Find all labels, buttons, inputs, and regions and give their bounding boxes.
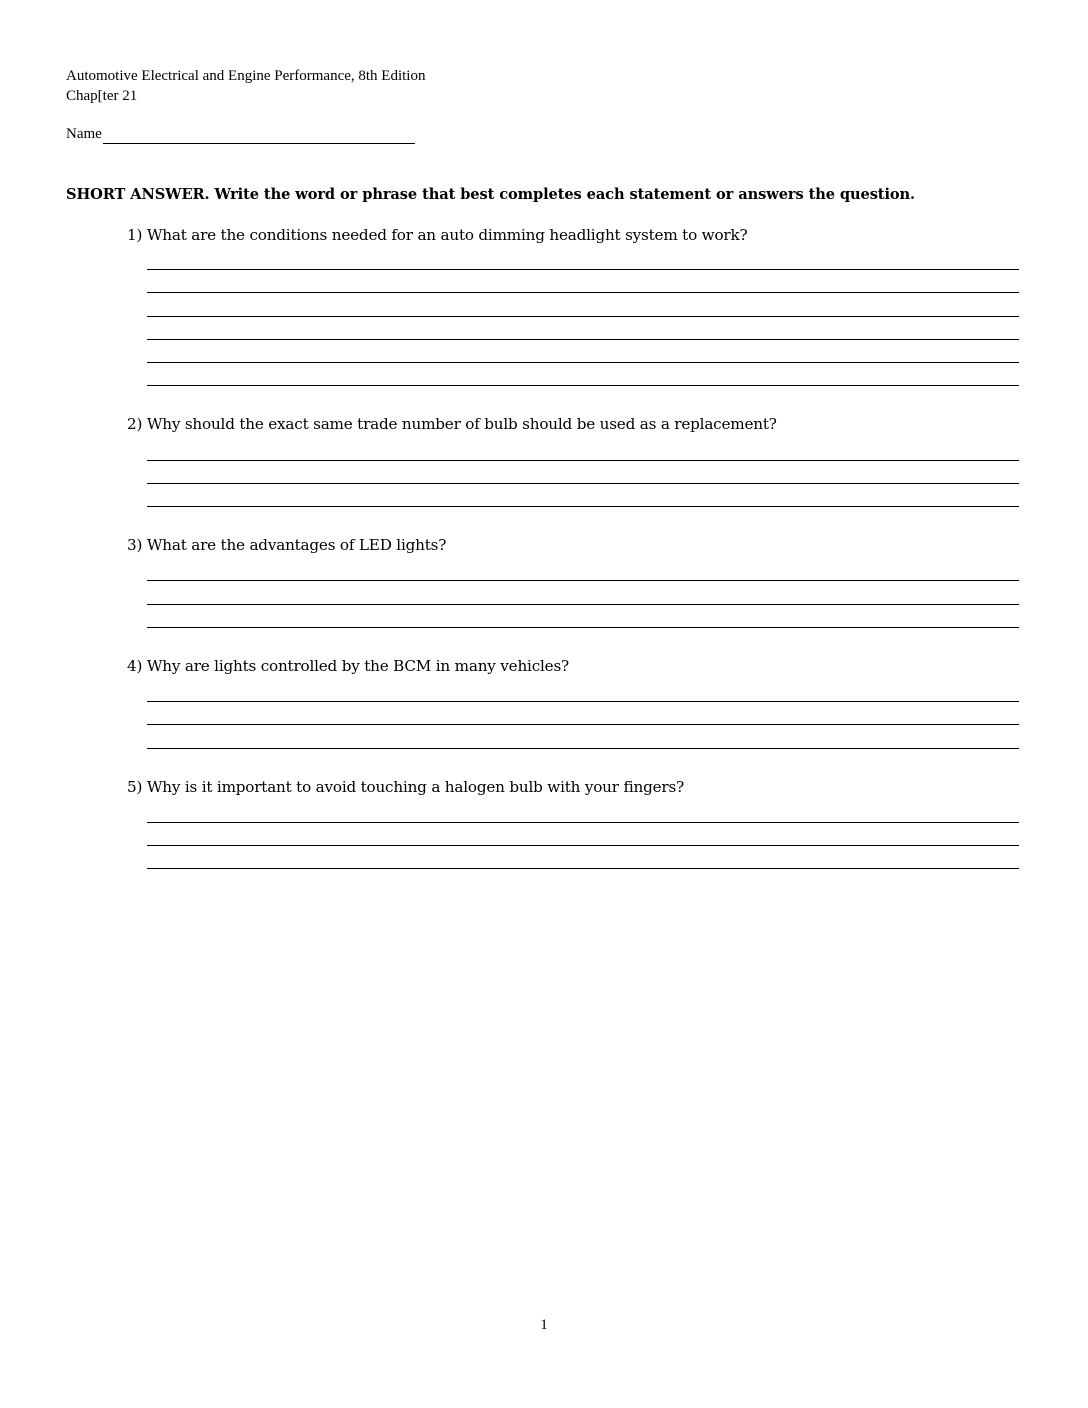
question-3 xyxy=(127,535,446,555)
question-text: Why are lights controlled by the BCM in many vehicles? xyxy=(146,657,569,675)
answer-line[interactable] xyxy=(147,292,1019,293)
answer-line[interactable] xyxy=(147,724,1019,725)
answer-line[interactable] xyxy=(147,460,1019,461)
question-1 xyxy=(127,225,747,245)
question-text: What are the conditions needed for an auto dimming headlight system to work? xyxy=(146,226,748,244)
answer-line[interactable] xyxy=(147,627,1019,628)
answer-line[interactable] xyxy=(147,316,1019,317)
page-number: 1 xyxy=(540,1317,548,1333)
question-number: 3) xyxy=(127,536,143,554)
answer-line[interactable] xyxy=(147,580,1019,581)
name-field xyxy=(66,125,415,144)
question-number: 5) xyxy=(127,778,143,796)
answer-line[interactable] xyxy=(147,339,1019,340)
question-text: Why is it important to avoid touching a halogen bulb with your fingers? xyxy=(146,778,685,796)
book-title: Automotive Electrical and Engine Performance, 8th Edition xyxy=(66,68,426,84)
question-4 xyxy=(127,656,569,676)
answer-line[interactable] xyxy=(147,868,1019,869)
answer-line[interactable] xyxy=(147,362,1019,363)
question-text: Why should the exact same trade number of bulb should be used as a replacement? xyxy=(146,415,777,433)
question-number: 4) xyxy=(127,657,143,675)
question-number: 1) xyxy=(127,226,143,244)
question-5 xyxy=(127,777,684,797)
chapter-label: Chap[ter 21 xyxy=(66,88,138,104)
answer-line[interactable] xyxy=(147,269,1019,270)
question-number: 2) xyxy=(127,415,143,433)
answer-line[interactable] xyxy=(147,845,1019,846)
question-text: What are the advantages of LED lights? xyxy=(146,536,447,554)
answer-line[interactable] xyxy=(147,604,1019,605)
name-label: Name xyxy=(66,126,102,142)
answer-line[interactable] xyxy=(147,385,1019,386)
answer-line[interactable] xyxy=(147,822,1019,823)
answer-line[interactable] xyxy=(147,701,1019,702)
name-blank-line[interactable] xyxy=(103,126,415,144)
question-2 xyxy=(127,414,777,434)
section-instructions: SHORT ANSWER. Write the word or phrase that best completes each statement or answers the question. xyxy=(66,186,916,203)
answer-line[interactable] xyxy=(147,748,1019,749)
answer-line[interactable] xyxy=(147,483,1019,484)
answer-line[interactable] xyxy=(147,506,1019,507)
